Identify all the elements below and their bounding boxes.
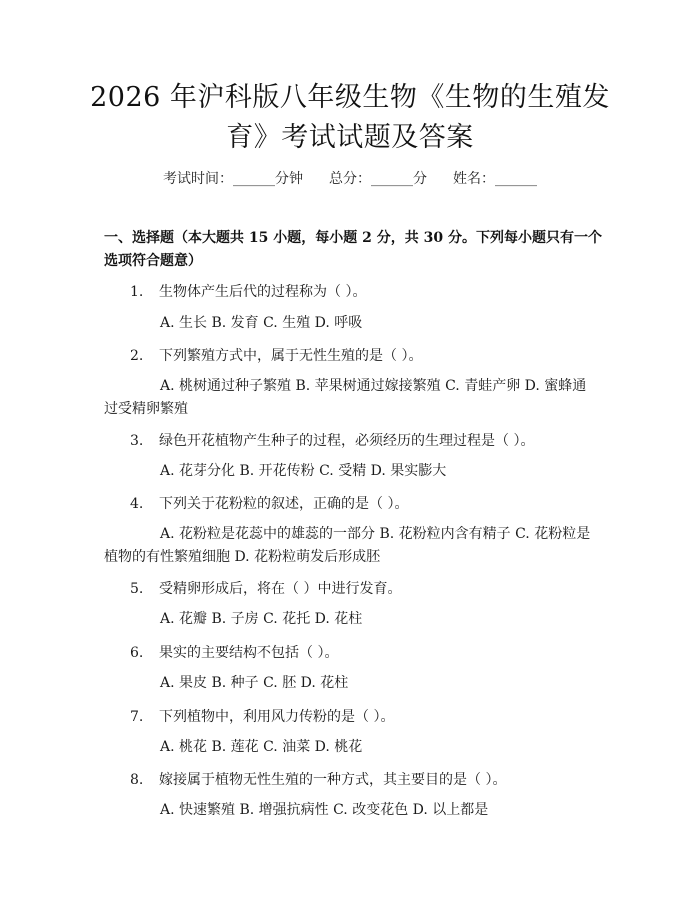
section-heading: 一、选择题（本大题共 15 小题，每小题 2 分，共 30 分。下列每小题只有一个选项符合题意） — [104, 230, 602, 269]
exam-time-field: 考试时间：______分钟 — [163, 171, 303, 187]
question-stem: 下列关于花粉粒的叙述，正确的是（ ）。 — [159, 496, 409, 512]
question-number: 3. — [130, 433, 144, 449]
exam-meta — [0, 169, 700, 189]
question-stem: 嫁接属于植物无性生殖的一种方式，其主要目的是（ ）。 — [159, 772, 507, 788]
question-number: 5. — [130, 581, 144, 597]
question-1-options: A. 生长 B. 发育 C. 生殖 D. 呼吸 — [160, 315, 363, 331]
question-8 — [104, 769, 594, 791]
question-stem: 绿色开花植物产生种子的过程，必须经历的生理过程是（ ）。 — [159, 433, 535, 449]
question-7 — [104, 706, 594, 728]
question-3-options: A. 花芽分化 B. 开花传粉 C. 受精 D. 果实膨大 — [160, 463, 447, 479]
question-number: 7. — [130, 709, 144, 725]
question-stem: 受精卵形成后，将在（ ）中进行发育。 — [159, 581, 402, 597]
exam-title-line-2: 育》考试试题及答案 — [226, 122, 474, 153]
question-stem: 下列植物中，利用风力传粉的是（ ）。 — [159, 709, 395, 725]
exam-title-line-1: 2026 年沪科版八年级生物《生物的生殖发 — [90, 82, 610, 113]
question-number: 2. — [130, 348, 144, 364]
question-stem: 生物体产生后代的过程称为（ ）。 — [159, 284, 367, 300]
question-5-options: A. 花瓣 B. 子房 C. 花托 D. 花柱 — [160, 611, 363, 627]
question-3 — [104, 430, 594, 452]
question-1 — [104, 281, 594, 303]
question-number: 1. — [130, 284, 144, 300]
question-8-options: A. 快速繁殖 B. 增强抗病性 C. 改变花色 D. 以上都是 — [160, 802, 489, 818]
question-2 — [104, 345, 594, 367]
exam-score-field: 总分：______分 — [329, 171, 427, 187]
question-4 — [104, 493, 594, 515]
question-5 — [104, 578, 594, 600]
question-6 — [104, 642, 594, 664]
question-6-options: A. 果皮 B. 种子 C. 胚 D. 花柱 — [160, 675, 349, 691]
question-number: 6. — [130, 645, 144, 661]
question-stem: 果实的主要结构不包括（ ）。 — [159, 645, 339, 661]
question-number: 4. — [130, 496, 144, 512]
question-2-options: A. 桃树通过种子繁殖 B. 苹果树通过嫁接繁殖 C. 青蛙产卵 D. 蜜蜂通过受精卵繁殖 — [104, 378, 587, 417]
question-stem: 下列繁殖方式中，属于无性生殖的是（ ）。 — [159, 348, 423, 364]
question-4-options: A. 花粉粒是花蕊中的雄蕊的一部分 B. 花粉粒内含有精子 C. 花粉粒是植物的有性繁殖细胞 D. 花粉粒萌发后形成胚 — [104, 526, 591, 565]
question-7-options: A. 桃花 B. 莲花 C. 油菜 D. 桃花 — [160, 739, 363, 755]
exam-name-field: 姓名：______ — [453, 171, 537, 187]
question-number: 8. — [130, 772, 144, 788]
